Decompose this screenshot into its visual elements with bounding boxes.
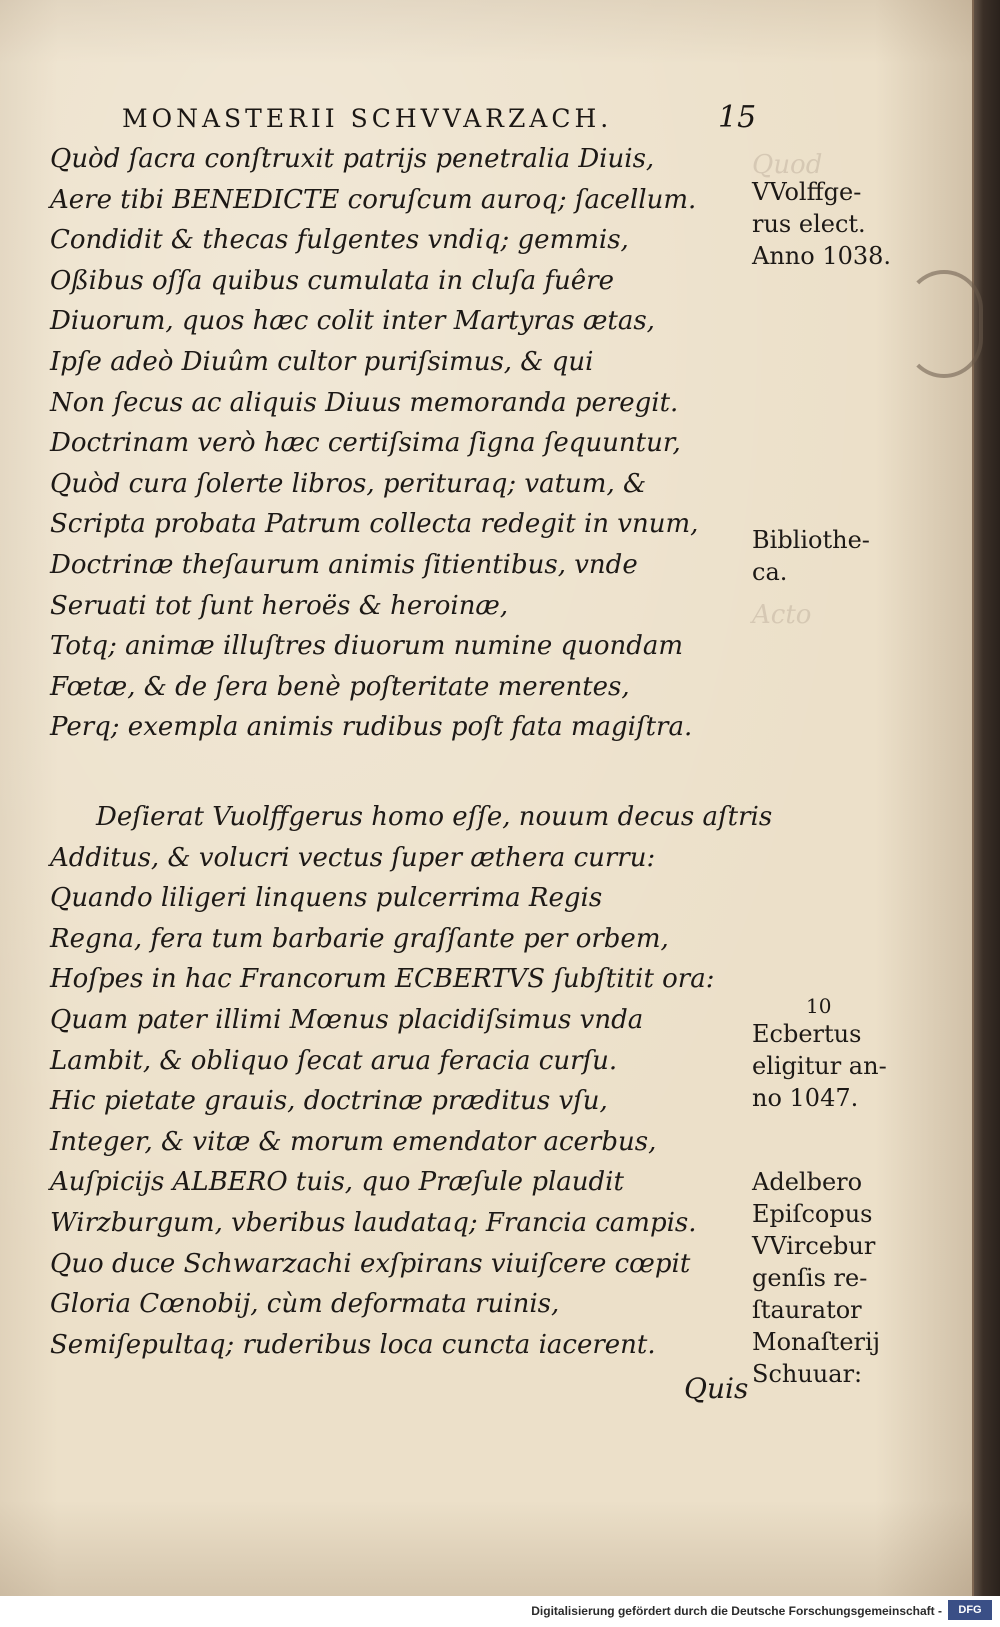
verse-line: Doctrinæ theſaurum animis ſitientibus, vnde [50,550,638,580]
verse-line: Quam pater illimi Mœnus placidiſsimus vnda [50,1005,644,1035]
dfg-logo: DFG [948,1600,992,1620]
verse-line: Lambit, & obliquo ſecat arua feracia curſu. [50,1045,618,1076]
margin-line: Epiſcopus [752,1200,873,1228]
verse-line: Semiſepultaq; ruderibus loca cuncta iacerent. [50,1329,656,1360]
verse-line: Wirzburgum, vberibus laudataq; Francia campis. [50,1208,697,1238]
catchword: Quis [684,1372,749,1405]
verse-line: Non ſecus ac aliquis Diuus memoranda peregit. [50,387,679,418]
verse-line: Hoſpes in hac Francorum ECBERTVS ſubſtitit ora: [50,964,715,995]
page-number: 15 [718,100,757,135]
margin-line: VVolffge- [752,178,862,206]
verse-line: Oßibus oſſa quibus cumulata in cluſa fuêre [50,265,615,296]
verse-line: Totq; animæ illuſtres diuorum numine quondam [50,631,684,662]
margin-note-ecbertus [752,1018,887,1114]
verse-line: Aere tibi BENEDICTE coruſcum auroq; ſacellum. [50,184,697,215]
verse-line: Condidit & thecas fulgentes vndiq; gemmis, [50,225,629,256]
verse-line: Ipſe adeò Diuûm cultor puriſsimus, & qui [50,347,594,377]
bleed-through: Acto [752,600,812,630]
margin-line: genſis re- [752,1264,868,1292]
verse-line: Doctrinam verò hæc certiſsima ſigna ſequuntur, [50,428,681,459]
page-clip-mark [905,270,983,378]
margin-line: Ecbertus [752,1020,862,1048]
margin-line: ſtaurator [752,1296,862,1324]
verse-line: Regna, fera tum barbarie graſſante per orbem, [50,923,669,954]
margin-note-adelbero [752,1166,880,1390]
verse-line: Diuorum, quos hæc colit inter Martyras ætas, [50,306,655,337]
margin-line: ca. [752,558,788,586]
verse-line: Integer, & vitæ & morum emendator acerbus, [50,1126,657,1157]
margin-line: Monaſterij [752,1328,881,1356]
running-title: MONASTERII SCHVVARZACH. [122,104,613,133]
margin-line: eligitur an- [752,1052,887,1080]
margin-line: no 1047. [752,1084,859,1112]
verse-line: Perq; exempla animis rudibus poſt fata magiſtra. [50,712,693,743]
margin-line: Schuuar: [752,1360,863,1388]
verse-line: Hic pietate grauis, doctrinæ præditus vſu, [50,1086,608,1117]
verse-line: Gloria Cœnobij, cùm deformata ruinis, [50,1289,560,1320]
verse-line: Fœtæ, & de ſera benè poſteritate merentes, [50,671,630,702]
margin-line: Bibliothe- [752,526,870,554]
verse-line: Quòd ſacra conſtruxit patrijs penetralia Diuis, [50,144,655,174]
line-number: 10 [806,994,832,1018]
verse-line: Scripta probata Patrum collecta redegit in vnum, [50,509,699,540]
margin-line: VVircebur [752,1232,876,1260]
digitization-credit: Digitalisierung gefördert durch die Deutsche Forschungsgemeinschaft - [531,1604,942,1618]
margin-note-wolffgerus [752,176,891,272]
verse-line: Quo duce Schwarzachi exſpirans viuiſcere cœpit [50,1248,691,1279]
verse-line: Seruati tot ſunt heroës & heroinæ, [50,590,509,621]
verse-line: Deſierat Vuolffgerus homo eſſe, nouum decus aſtris [96,802,773,832]
verse-line: Quando liligeri linquens pulcerrima Regis [50,883,603,914]
margin-line: rus elect. [752,210,866,238]
verse-line: Auſpicijs ALBERO tuis, quo Præſule plaudit [50,1167,624,1198]
margin-note-bibliotheca [752,524,870,588]
bleed-through: Quod [752,150,823,180]
verse-line: Additus, & volucri vectus ſuper æthera curru: [50,842,656,873]
margin-line: Anno 1038. [752,242,892,270]
margin-line: Adelbero [752,1168,863,1196]
verse-line: Quòd cura ſolerte libros, perituraq; vatum, & [50,468,647,499]
